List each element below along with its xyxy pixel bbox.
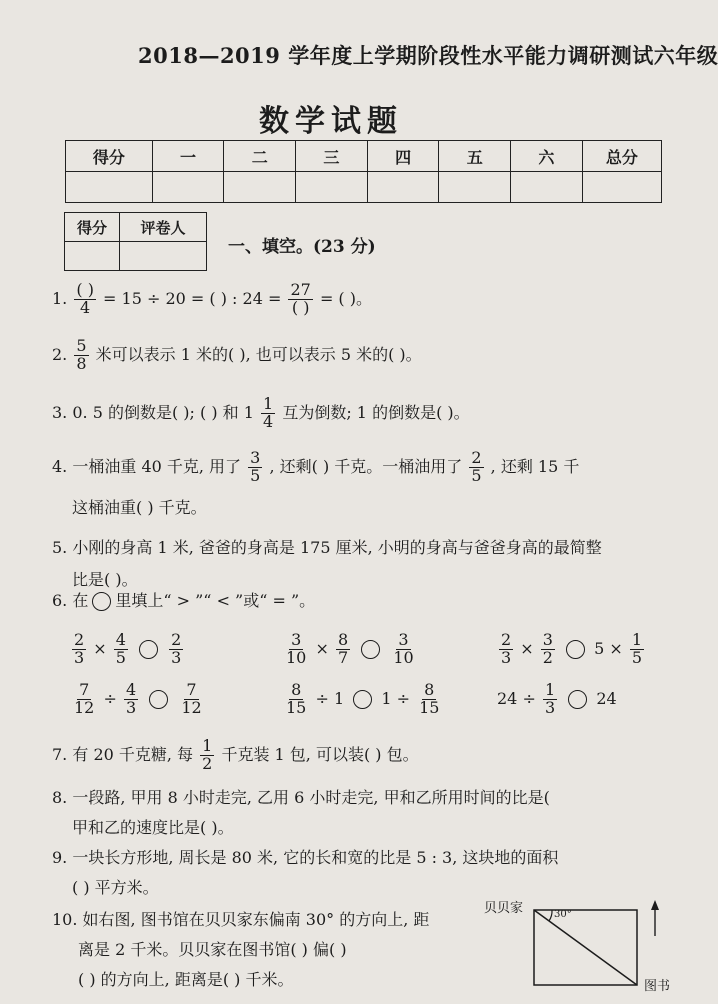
question-10-line-2: 离是 2 千米。贝贝家在图书馆( ) 偏( ) bbox=[78, 940, 347, 959]
question-8: 8. 一段路, 甲用 8 小时走完, 乙用 6 小时走完, 甲和乙所用时间的比是( bbox=[52, 788, 550, 807]
compare-circle[interactable] bbox=[361, 640, 380, 659]
circle-icon bbox=[92, 592, 111, 611]
score-table bbox=[65, 140, 662, 203]
compare-circle[interactable] bbox=[149, 690, 168, 709]
score-cell[interactable] bbox=[367, 172, 439, 203]
north-arrow-head bbox=[651, 900, 659, 910]
score-cell[interactable] bbox=[296, 172, 368, 203]
question-3: 3. 0. 5 的倒数是( ); ( ) 和 1 $\frac{1}{4}$ 互为倒数; 1 的倒数是( )。 bbox=[52, 394, 470, 431]
question-7: 7. 有 20 千克糖, 每 $\frac{1}{2}$ 千克装 1 包, 可以装( ) 包。 bbox=[52, 736, 419, 773]
score-header: 四 bbox=[367, 141, 439, 172]
compare-circle[interactable] bbox=[566, 640, 585, 659]
section-title: 一、填空。(23 分) bbox=[228, 237, 376, 257]
score-cell[interactable] bbox=[582, 172, 661, 203]
question-5-line-2: 比是( )。 bbox=[72, 570, 138, 589]
compare-item: 24 ÷ $\frac{1}{3}$ 24 bbox=[497, 680, 617, 717]
fraction: $\frac{( )}{4}$ bbox=[76, 280, 94, 317]
score-cell[interactable] bbox=[66, 172, 153, 203]
fraction: $\frac{27}{( )}$ bbox=[290, 280, 311, 317]
compare-item: $\frac{3}{10}$ × $\frac{8}{7}$ $\frac{3}{10}$ bbox=[286, 630, 414, 667]
fraction: $\frac{2}{5}$ bbox=[471, 448, 482, 485]
compare-circle[interactable] bbox=[353, 690, 372, 709]
grader-header: 评卷人 bbox=[120, 213, 207, 242]
angle-label: 30° bbox=[554, 909, 572, 920]
score-header: 五 bbox=[439, 141, 511, 172]
map-figure bbox=[484, 898, 671, 1000]
score-header: 总分 bbox=[582, 141, 661, 172]
score-cell[interactable] bbox=[511, 172, 583, 203]
compare-circle[interactable] bbox=[139, 640, 158, 659]
score-cell[interactable] bbox=[224, 172, 296, 203]
library-label: 图书 bbox=[644, 979, 671, 994]
question-9-line-2: ( ) 平方米。 bbox=[72, 878, 159, 897]
fraction: $\frac{1}{4}$ bbox=[263, 394, 274, 431]
exam-title: 2018—2019 学年度上学期阶段性水平能力调研测试六年级 bbox=[138, 43, 718, 68]
score-cell[interactable] bbox=[439, 172, 511, 203]
score-header: 三 bbox=[296, 141, 368, 172]
score-header: 一 bbox=[152, 141, 224, 172]
score-header: 二 bbox=[224, 141, 296, 172]
home-label: 贝贝家 bbox=[484, 901, 524, 916]
question-10-line-3: ( ) 的方向上, 距离是( ) 千米。 bbox=[78, 970, 294, 989]
question-10: 10. 如右图, 图书馆在贝贝家东偏南 30° 的方向上, 距 bbox=[52, 910, 430, 929]
grader-header: 得分 bbox=[65, 213, 120, 242]
score-cell[interactable] bbox=[152, 172, 224, 203]
question-6: 6. 在 里填上“ > ”“ < ”或“ = ”。 bbox=[52, 591, 316, 610]
compare-item: $\frac{2}{3}$ × $\frac{4}{5}$ $\frac{2}{3}$ bbox=[74, 630, 182, 667]
fraction: $\frac{3}{5}$ bbox=[250, 448, 261, 485]
grader-table bbox=[64, 212, 207, 271]
subject-title: 数学试题 bbox=[259, 104, 403, 139]
question-4: 4. 一桶油重 40 千克, 用了 $\frac{3}{5}$ , 还剩( ) 千克。一桶油用了 $\frac{2}{5}$ , 还剩 15 千 bbox=[52, 448, 580, 485]
compare-circle[interactable] bbox=[568, 690, 587, 709]
fraction: $\frac{1}{2}$ bbox=[202, 736, 213, 773]
compare-item: $\frac{8}{15}$ ÷ 1 1 ÷ $\frac{8}{15}$ bbox=[286, 680, 440, 717]
grader-cell[interactable] bbox=[65, 242, 120, 271]
fraction: $\frac{5}{8}$ bbox=[76, 336, 87, 373]
score-header: 六 bbox=[511, 141, 583, 172]
question-4-line-2: 这桶油重( ) 千克。 bbox=[72, 498, 207, 517]
question-1: 1. $\frac{( )}{4}$ = 15 ÷ 20 = ( ) : 24 = $\frac{27}{( )}$ = ( )。 bbox=[52, 280, 373, 317]
angle-arc bbox=[549, 910, 552, 921]
compare-item: $\frac{2}{3}$ × $\frac{3}{2}$ 5 × $\frac{1}{5}$ bbox=[501, 630, 643, 667]
question-9: 9. 一块长方形地, 周长是 80 米, 它的长和宽的比是 5 : 3, 这块地的面积 bbox=[52, 848, 559, 867]
question-5: 5. 小刚的身高 1 米, 爸爸的身高是 175 厘米, 小明的身高与爸爸身高的最简整 bbox=[52, 538, 602, 557]
score-header: 得分 bbox=[66, 141, 153, 172]
question-8-line-2: 甲和乙的速度比是( )。 bbox=[72, 818, 234, 837]
grader-cell[interactable] bbox=[120, 242, 207, 271]
compare-item: $\frac{7}{12}$ ÷ $\frac{4}{3}$ $\frac{7}{12}$ bbox=[74, 680, 202, 717]
question-2: 2. $\frac{5}{8}$ 米可以表示 1 米的( ), 也可以表示 5 米的( )。 bbox=[52, 336, 422, 373]
